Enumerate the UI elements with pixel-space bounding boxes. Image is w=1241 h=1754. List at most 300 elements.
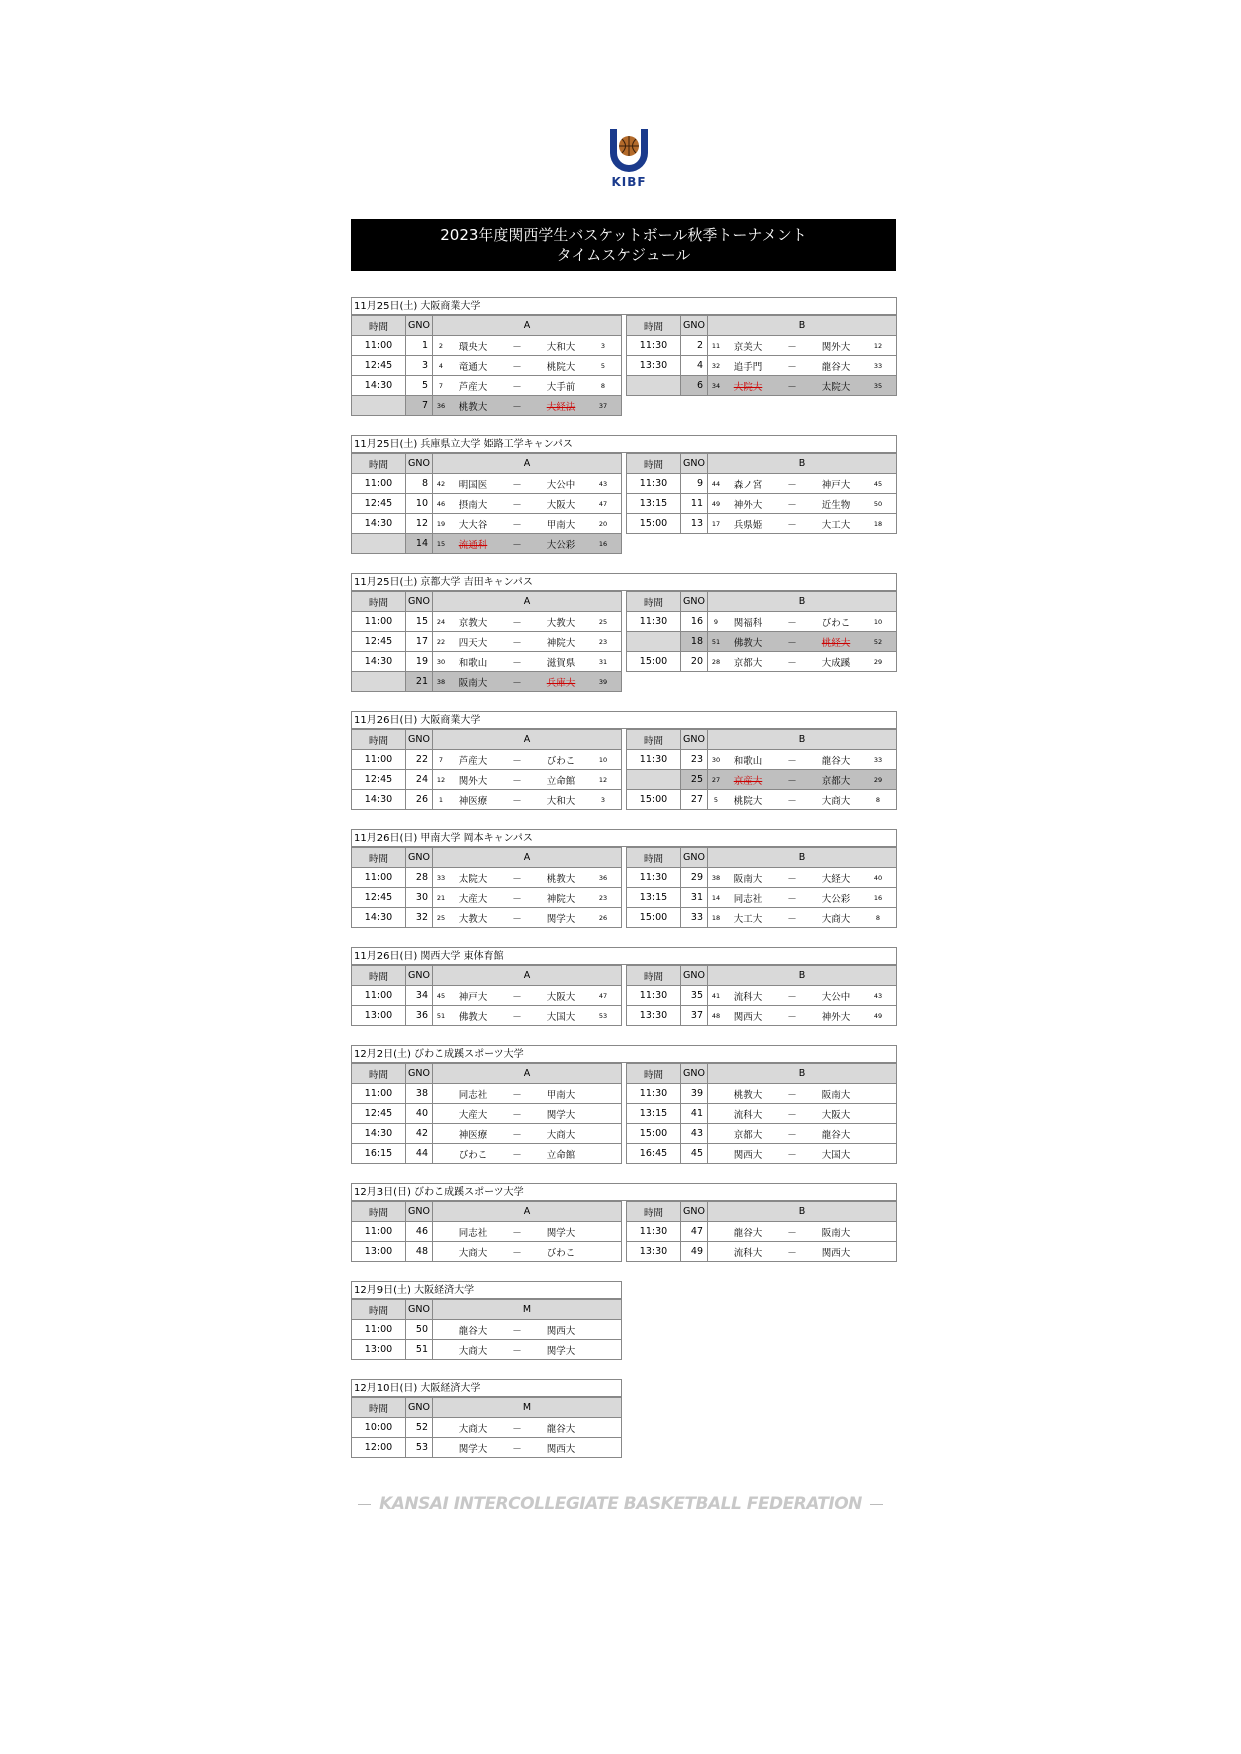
game-time: 11:00 [352, 1222, 406, 1242]
game-row [352, 1084, 622, 1104]
header-row [627, 730, 897, 750]
team-left: 竜通大 [458, 361, 488, 373]
game-number: 24 [406, 770, 433, 790]
seed-left: 41 [711, 991, 721, 1000]
seed-left: 17 [711, 519, 721, 528]
versus-dash: － [512, 775, 522, 787]
matchup-cell [708, 790, 897, 810]
team-left: 佛教大 [733, 637, 763, 649]
game-number: 26 [406, 790, 433, 810]
matchup [433, 474, 621, 493]
team-right: 大手前 [546, 381, 576, 393]
matchup-cell [708, 1144, 897, 1164]
matchup-cell [708, 612, 897, 632]
team-right: 大経法 [546, 401, 576, 413]
matchup-cell [433, 1084, 622, 1104]
seed-right: 3 [600, 341, 606, 350]
time-header: 時間 [627, 966, 681, 986]
seed-right: 53 [598, 1011, 608, 1020]
matchup [433, 1222, 621, 1241]
team-right: 滋賀県 [546, 657, 576, 669]
seed-left: 24 [436, 617, 446, 626]
matchup-cell [433, 612, 622, 632]
matchup-cell [433, 632, 622, 652]
matchup [708, 790, 896, 809]
time-header: 時間 [352, 316, 406, 336]
game-time: 12:45 [352, 632, 406, 652]
game-row [627, 1222, 897, 1242]
game-row [352, 1320, 622, 1340]
bracket-block [351, 965, 622, 1026]
game-number: 1 [406, 336, 433, 356]
game-row [627, 474, 897, 494]
team-left: 太院大 [458, 873, 488, 885]
block-header: A [433, 966, 622, 986]
team-left: 関学大 [458, 1443, 488, 1455]
block-header: A [433, 592, 622, 612]
game-time: 11:30 [627, 868, 681, 888]
time-header: 時間 [352, 454, 406, 474]
game-number: 49 [681, 1242, 708, 1262]
matchup [433, 376, 621, 395]
game-time: 15:00 [627, 652, 681, 672]
matchup [433, 908, 621, 927]
team-right: 大工大 [821, 519, 851, 531]
gno-header: GNO [406, 848, 433, 868]
versus-dash: － [787, 893, 797, 905]
game-number: 3 [406, 356, 433, 376]
team-left: 桃院大 [733, 795, 763, 807]
schedule-table [351, 315, 622, 416]
matchup [433, 356, 621, 375]
seed-right: 18 [873, 519, 883, 528]
matchup [708, 750, 896, 769]
header-row [352, 966, 622, 986]
versus-dash: － [787, 775, 797, 787]
block-header: A [433, 1202, 622, 1222]
team-left: 同志社 [458, 1089, 488, 1101]
game-time: 11:30 [627, 750, 681, 770]
matchup-cell [433, 376, 622, 396]
game-row [627, 868, 897, 888]
game-row [627, 770, 897, 790]
seed-left: 32 [711, 361, 721, 370]
matchup-cell [708, 1242, 897, 1262]
team-left: 阪南大 [458, 677, 488, 689]
versus-dash: － [512, 1011, 522, 1023]
team-left: 龍谷大 [458, 1325, 488, 1337]
matchup [708, 474, 896, 493]
header-row [627, 966, 897, 986]
section-blocks [351, 1299, 897, 1360]
header-row [627, 316, 897, 336]
game-time: 12:45 [352, 770, 406, 790]
matchup-cell [433, 1340, 622, 1360]
team-right: 龍谷大 [821, 1129, 851, 1141]
game-row [352, 1144, 622, 1164]
matchup-cell [433, 336, 622, 356]
bracket-block [626, 591, 897, 692]
team-right: 阪南大 [821, 1089, 851, 1101]
gno-header: GNO [681, 730, 708, 750]
section-title: 12月2日(土) びわこ成蹊スポーツ大学 [351, 1045, 897, 1063]
seed-right: 23 [598, 893, 608, 902]
seed-right: 31 [598, 657, 608, 666]
matchup-cell [708, 514, 897, 534]
versus-dash: － [512, 657, 522, 669]
matchup [433, 534, 621, 553]
matchup-cell [433, 1124, 622, 1144]
section-title: 11月26日(日) 大阪商業大学 [351, 711, 897, 729]
game-time: 11:30 [627, 1222, 681, 1242]
game-number: 14 [406, 534, 433, 554]
team-right: 神戸大 [821, 479, 851, 491]
schedule-table [351, 729, 622, 810]
game-time: 13:00 [352, 1006, 406, 1026]
versus-dash: － [512, 381, 522, 393]
block-header: M [433, 1398, 622, 1418]
game-number: 43 [681, 1124, 708, 1144]
versus-dash: － [512, 519, 522, 531]
team-left: 神外大 [733, 499, 763, 511]
bracket-block [351, 315, 622, 416]
game-time: 15:00 [627, 790, 681, 810]
game-number: 42 [406, 1124, 433, 1144]
game-number: 16 [681, 612, 708, 632]
versus-dash: － [787, 499, 797, 511]
seed-left: 49 [711, 499, 721, 508]
time-header: 時間 [352, 592, 406, 612]
section-title: 12月10日(日) 大阪経済大学 [351, 1379, 622, 1397]
section-title: 12月9日(土) 大阪経済大学 [351, 1281, 622, 1299]
team-left: 京都大 [733, 657, 763, 669]
matchup-cell [708, 770, 897, 790]
matchup [708, 888, 896, 907]
game-number: 20 [681, 652, 708, 672]
team-left: 大院大 [733, 381, 763, 393]
game-number: 51 [406, 1340, 433, 1360]
matchup [433, 790, 621, 809]
seed-left: 7 [438, 755, 444, 764]
team-right: 桃院大 [546, 361, 576, 373]
matchup [708, 908, 896, 927]
versus-dash: － [787, 361, 797, 373]
gno-header: GNO [681, 1202, 708, 1222]
bracket-block [626, 965, 897, 1026]
game-time: 15:00 [627, 514, 681, 534]
seed-right: 33 [873, 755, 883, 764]
game-number: 46 [406, 1222, 433, 1242]
schedule-section [351, 297, 897, 416]
matchup [433, 612, 621, 631]
time-header: 時間 [627, 592, 681, 612]
block-header: B [708, 1064, 897, 1084]
gno-header: GNO [406, 316, 433, 336]
block-header: B [708, 316, 897, 336]
game-row [352, 474, 622, 494]
section-title: 11月25日(土) 大阪商業大学 [351, 297, 897, 315]
team-left: 大工大 [733, 913, 763, 925]
gno-header: GNO [406, 966, 433, 986]
gno-header: GNO [681, 848, 708, 868]
game-number: 53 [406, 1438, 433, 1458]
game-number: 25 [681, 770, 708, 790]
header-row [352, 592, 622, 612]
game-time: 16:15 [352, 1144, 406, 1164]
game-time: 12:45 [352, 494, 406, 514]
schedule-section [351, 1183, 897, 1262]
block-header: A [433, 316, 622, 336]
game-row [627, 376, 897, 396]
matchup [433, 1084, 621, 1103]
time-header: 時間 [627, 730, 681, 750]
game-number: 48 [406, 1242, 433, 1262]
seed-right: 23 [598, 637, 608, 646]
matchup-cell [433, 1418, 622, 1438]
game-number: 2 [681, 336, 708, 356]
team-left: 芦産大 [458, 755, 488, 767]
versus-dash: － [512, 893, 522, 905]
title-banner [351, 219, 896, 271]
matchup [708, 612, 896, 631]
seed-left: 30 [436, 657, 446, 666]
game-row [627, 790, 897, 810]
game-time: 15:00 [627, 908, 681, 928]
seed-left: 44 [711, 479, 721, 488]
game-row [627, 1144, 897, 1164]
team-right: 阪南大 [821, 1227, 851, 1239]
matchup-cell [433, 1006, 622, 1026]
game-row [352, 1418, 622, 1438]
section-title: 11月25日(土) 京都大学 吉田キャンパス [351, 573, 897, 591]
block-header: M [433, 1300, 622, 1320]
bracket-block [626, 729, 897, 810]
matchup-cell [708, 474, 897, 494]
game-time: 13:30 [627, 1242, 681, 1262]
game-number: 22 [406, 750, 433, 770]
game-row [352, 376, 622, 396]
section-title: 11月26日(日) 甲南大学 岡本キャンパス [351, 829, 897, 847]
team-right: 大公中 [821, 991, 851, 1003]
seed-left: 38 [436, 677, 446, 686]
header-row [352, 1202, 622, 1222]
game-time: 13:15 [627, 888, 681, 908]
game-number: 47 [681, 1222, 708, 1242]
versus-dash: － [787, 637, 797, 649]
team-right: 大阪大 [546, 991, 576, 1003]
game-row [627, 1124, 897, 1144]
header-row [627, 454, 897, 474]
matchup [708, 770, 896, 789]
matchup-cell [433, 750, 622, 770]
time-header: 時間 [352, 966, 406, 986]
game-row [352, 1438, 622, 1458]
matchup-cell [433, 790, 622, 810]
schedule-table [351, 847, 622, 928]
versus-dash: － [512, 795, 522, 807]
team-right: 立命館 [546, 775, 576, 787]
time-header: 時間 [352, 1202, 406, 1222]
team-right: 神外大 [821, 1011, 851, 1023]
footer-text: KANSAI INTERCOLLEGIATE BASKETBALL FEDERATION [379, 1494, 862, 1514]
matchup [433, 1124, 621, 1143]
schedule-section [351, 1045, 897, 1164]
game-time [627, 632, 681, 652]
game-time [352, 534, 406, 554]
seed-right: 3 [600, 795, 606, 804]
seed-right: 12 [598, 775, 608, 784]
game-time [352, 396, 406, 416]
schedule-table [351, 1201, 622, 1262]
bracket-block [351, 1063, 622, 1164]
matchup [433, 632, 621, 651]
game-time: 11:00 [352, 750, 406, 770]
time-header: 時間 [627, 454, 681, 474]
matchup [433, 514, 621, 533]
team-left: 大産大 [458, 1109, 488, 1121]
game-time: 12:45 [352, 356, 406, 376]
matchup-cell [708, 494, 897, 514]
game-time: 14:30 [352, 790, 406, 810]
matchup [433, 888, 621, 907]
team-left: 和歌山 [733, 755, 763, 767]
gno-header: GNO [406, 1202, 433, 1222]
footer-rule-left [358, 1504, 371, 1505]
team-left: 神医療 [458, 1129, 488, 1141]
versus-dash: － [512, 499, 522, 511]
bracket-block [626, 1063, 897, 1164]
team-right: 龍谷大 [821, 755, 851, 767]
header-row [627, 592, 897, 612]
game-time: 11:30 [627, 612, 681, 632]
team-right: 大公中 [546, 479, 576, 491]
matchup-cell [433, 396, 622, 416]
schedule-section [351, 1379, 897, 1458]
game-row [627, 908, 897, 928]
versus-dash: － [512, 873, 522, 885]
block-header: A [433, 730, 622, 750]
game-time: 11:30 [627, 474, 681, 494]
game-time: 13:30 [627, 1006, 681, 1026]
section-blocks [351, 729, 897, 810]
team-left: 大商大 [458, 1345, 488, 1357]
team-left: 大大谷 [458, 519, 488, 531]
bracket-block [626, 1201, 897, 1262]
matchup-cell [433, 494, 622, 514]
bracket-block [351, 847, 622, 928]
header-row [352, 1300, 622, 1320]
team-right: 関西大 [546, 1443, 576, 1455]
seed-right: 45 [873, 479, 883, 488]
matchup-cell [433, 672, 622, 692]
schedule-sections [351, 297, 897, 1477]
seed-right: 16 [598, 539, 608, 548]
matchup-cell [708, 986, 897, 1006]
matchup-cell [708, 356, 897, 376]
versus-dash: － [512, 1149, 522, 1161]
seed-right: 37 [598, 401, 608, 410]
bracket-block [351, 453, 622, 554]
versus-dash: － [787, 1011, 797, 1023]
matchup [433, 396, 621, 415]
schedule-table [351, 453, 622, 554]
matchup [708, 1124, 896, 1143]
seed-right: 47 [598, 991, 608, 1000]
team-right: 大商大 [821, 913, 851, 925]
team-right: 大国大 [546, 1011, 576, 1023]
schedule-table [351, 1299, 622, 1360]
game-number: 17 [406, 632, 433, 652]
gno-header: GNO [681, 454, 708, 474]
matchup [433, 1418, 621, 1437]
versus-dash: － [787, 795, 797, 807]
versus-dash: － [512, 401, 522, 413]
game-number: 18 [681, 632, 708, 652]
seed-left: 36 [436, 401, 446, 410]
seed-right: 20 [598, 519, 608, 528]
game-time: 13:30 [627, 356, 681, 376]
game-number: 45 [681, 1144, 708, 1164]
game-row [352, 356, 622, 376]
team-right: 大公彩 [821, 893, 851, 905]
seed-right: 5 [600, 361, 606, 370]
seed-left: 4 [438, 361, 444, 370]
game-time [627, 770, 681, 790]
section-title: 12月3日(日) びわこ成蹊スポーツ大学 [351, 1183, 897, 1201]
header-row [352, 1064, 622, 1084]
matchup-cell [433, 534, 622, 554]
seed-left: 38 [711, 873, 721, 882]
team-right: 関西大 [821, 1247, 851, 1259]
seed-right: 26 [598, 913, 608, 922]
header-row [352, 454, 622, 474]
team-left: 芦産大 [458, 381, 488, 393]
matchup-cell [708, 336, 897, 356]
matchup [433, 986, 621, 1005]
game-time: 14:30 [352, 908, 406, 928]
game-time: 12:45 [352, 1104, 406, 1124]
team-right: 立命館 [546, 1149, 576, 1161]
matchup-cell [433, 1144, 622, 1164]
section-blocks [351, 965, 897, 1026]
game-number: 12 [406, 514, 433, 534]
section-blocks [351, 591, 897, 692]
footer [358, 1492, 883, 1516]
game-row [352, 1242, 622, 1262]
header-row [352, 1398, 622, 1418]
bracket-block [351, 1397, 622, 1458]
game-number: 52 [406, 1418, 433, 1438]
game-number: 7 [406, 396, 433, 416]
game-number: 35 [681, 986, 708, 1006]
team-right: 大阪大 [821, 1109, 851, 1121]
versus-dash: － [787, 381, 797, 393]
versus-dash: － [512, 1089, 522, 1101]
schedule-table [626, 1201, 897, 1262]
game-number: 15 [406, 612, 433, 632]
versus-dash: － [512, 1109, 522, 1121]
game-number: 11 [681, 494, 708, 514]
team-left: 同志社 [458, 1227, 488, 1239]
versus-dash: － [512, 991, 522, 1003]
team-left: 京産大 [733, 775, 763, 787]
game-row [627, 612, 897, 632]
game-time: 12:45 [352, 888, 406, 908]
gno-header: GNO [681, 1064, 708, 1084]
time-header: 時間 [627, 848, 681, 868]
matchup-cell [708, 376, 897, 396]
gno-header: GNO [406, 730, 433, 750]
